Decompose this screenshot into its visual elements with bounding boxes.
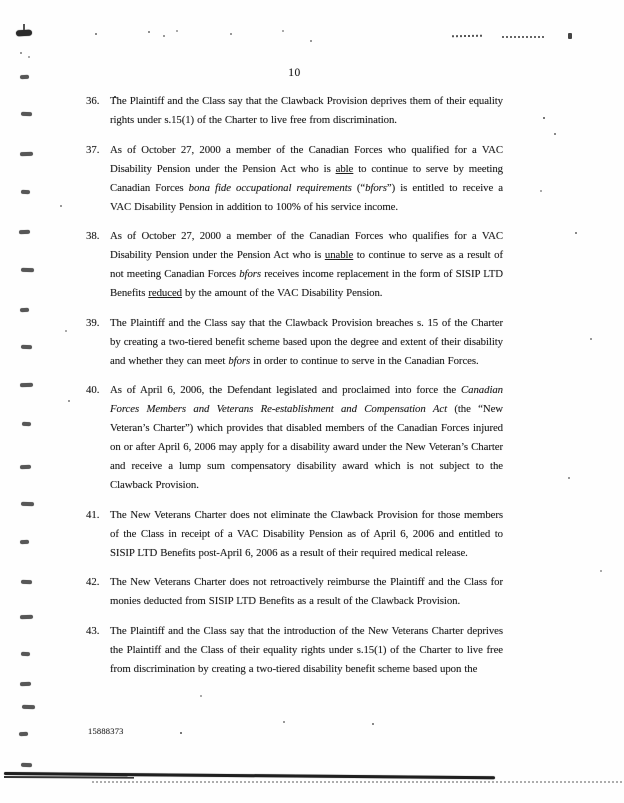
- paragraph-number: 40.: [86, 384, 100, 396]
- text-segment: (“: [351, 181, 366, 194]
- paragraph-number: 43.: [86, 624, 100, 637]
- text-segment: reduced: [148, 287, 182, 299]
- scan-dotted-line-bottom: [92, 781, 622, 783]
- scan-smudge-left-margin: [19, 732, 28, 736]
- text-segment: As of October 27, 2000 a member of the Canadian Forces who qualifies for a VAC Disability Pension under the Pension Act who is: [110, 230, 503, 261]
- scan-smudge-left-margin: [20, 540, 29, 544]
- paragraph: [86, 92, 503, 130]
- scan-smudge-left-margin: [21, 580, 32, 584]
- scan-smudge-left-margin: [21, 268, 34, 272]
- paragraph: [86, 314, 503, 371]
- text-segment: to continue to serve by meeting Canadian Forces: [110, 162, 503, 194]
- footer-document-id: 15888373: [88, 726, 124, 736]
- text-segment: The Plaintiff and the Class say that the Clawback Provision breaches s. 15 of the Charter by creating a two-tiered benefit scheme based upon the degree and extent of their disability and whether they can meet: [110, 316, 503, 367]
- text-segment: bfors: [365, 181, 387, 194]
- text-segment: bfors: [228, 354, 251, 367]
- paragraph-text: [110, 141, 503, 217]
- paragraph-number: 37.: [86, 143, 100, 156]
- scan-mark-top-right: [568, 33, 572, 39]
- paragraph: [86, 381, 503, 495]
- text-segment: receives income replacement in the form of SISIP LTD Benefits: [110, 268, 504, 299]
- scan-smudge-stem: [23, 24, 25, 30]
- scan-smudge-left-margin: [22, 705, 35, 709]
- scan-dashes-top-right: [502, 36, 544, 38]
- scan-smudge-left-margin: [20, 682, 31, 686]
- paragraph: [86, 227, 503, 303]
- scan-smudge-left-margin: [21, 652, 30, 656]
- paragraph-number: 36.: [86, 95, 100, 107]
- scan-smudge-left-margin: [20, 152, 33, 156]
- scan-smudge-left-margin: [22, 422, 31, 426]
- scan-smudge-left-margin: [21, 112, 32, 116]
- document-body: [86, 66, 503, 689]
- scan-smudge-left-margin: [20, 308, 29, 312]
- scan-line-bottom-double: [4, 776, 134, 779]
- text-segment: The Plaintiff and the Class say that the Clawback Provision deprives them of their equality rights under s.15(1) of the Charter to live free from discrimination.: [110, 95, 503, 126]
- scan-dashes-top-right: [452, 35, 482, 38]
- paragraph-text: [110, 227, 503, 303]
- scan-smudge-left-margin: [21, 763, 32, 767]
- paragraph-text: [110, 381, 503, 495]
- text-segment: unable: [324, 249, 354, 261]
- paragraph-number: 39.: [86, 316, 100, 329]
- paragraph: [86, 506, 503, 563]
- text-segment: to continue to serve as a result of not meeting Canadian Forces: [110, 249, 503, 280]
- text-segment: in order to continue to serve in the Canadian Forces.: [250, 354, 479, 367]
- scan-smudge-left-margin: [20, 383, 33, 387]
- text-segment: As of October 27, 2000 a member of the Canadian Forces who qualified for a VAC Disability Pension under the Pension Act who is: [110, 143, 503, 175]
- paragraph-text: [110, 314, 503, 371]
- paragraph: [86, 141, 503, 217]
- paragraph-text: [110, 506, 503, 563]
- text-segment: ”) is entitled to receive a VAC Disability Pension in addition to 100% of his service income.: [110, 181, 503, 213]
- paragraph-number: 42.: [86, 576, 100, 588]
- scan-smudge-left-margin: [20, 615, 33, 619]
- text-segment: (the “New Veteran’s Charter”) which provides that disabled members of the Canadian Forces injured on or after April 6, 2006 may apply for a disability award under the New Veteran’s Charter and receive a lump sum compensatory disability award which is not subject to the Clawback Provision.: [110, 403, 503, 491]
- paragraph-number: 38.: [86, 230, 100, 242]
- scan-smudge-left-margin: [20, 465, 31, 469]
- scan-smudge-left-margin: [21, 502, 34, 506]
- text-segment: bona fide occupational requirements: [188, 181, 352, 194]
- text-segment: bfors: [239, 268, 262, 280]
- paragraph-text: [110, 573, 503, 611]
- text-segment: by the amount of the VAC Disability Pension.: [181, 287, 383, 299]
- scan-smudge-left-margin: [20, 75, 29, 79]
- text-segment: The New Veterans Charter does not eliminate the Clawback Provision for those members of the Class in receipt of a VAC Disability Pension as of April 6, 2006 and entitled to SISIP LTD Benefits post-April 6, 2006 as a result of their required medical release.: [110, 508, 503, 559]
- paragraph-number: 41.: [86, 508, 100, 521]
- scan-smudge-left-margin: [19, 230, 30, 234]
- scan-smudge-top-left: [16, 30, 32, 37]
- text-segment: As of April 6, 2006, the Defendant legislated and proclaimed into force the: [110, 384, 462, 396]
- scan-smudge-left-margin: [21, 190, 30, 194]
- text-segment: The New Veterans Charter does not retroactively reimburse the Plaintiff and the Class for monies deducted from SISIP LTD Benefits as a result of the Clawback Provision.: [110, 576, 503, 607]
- page-number: 10: [288, 67, 301, 79]
- paragraph: [86, 622, 503, 679]
- text-segment: able: [335, 162, 354, 175]
- paragraph-text: [110, 92, 503, 130]
- paragraph-text: [110, 622, 503, 679]
- text-segment: Canadian Forces Members and Veterans Re-establishment and Compensation Act: [110, 384, 503, 415]
- paragraph-list: [86, 92, 503, 679]
- scan-smudge-left-margin: [21, 345, 32, 349]
- scan-noise-specks: [0, 0, 2, 2]
- paragraph: [86, 573, 503, 611]
- text-segment: The Plaintiff and the Class say that the introduction of the New Veterans Charter deprives the Plaintiff and the Class of their equality rights under s.15(1) of the Charter to live free from discrimination by creating a two-tiered disability benefit scheme based upon the: [110, 624, 503, 675]
